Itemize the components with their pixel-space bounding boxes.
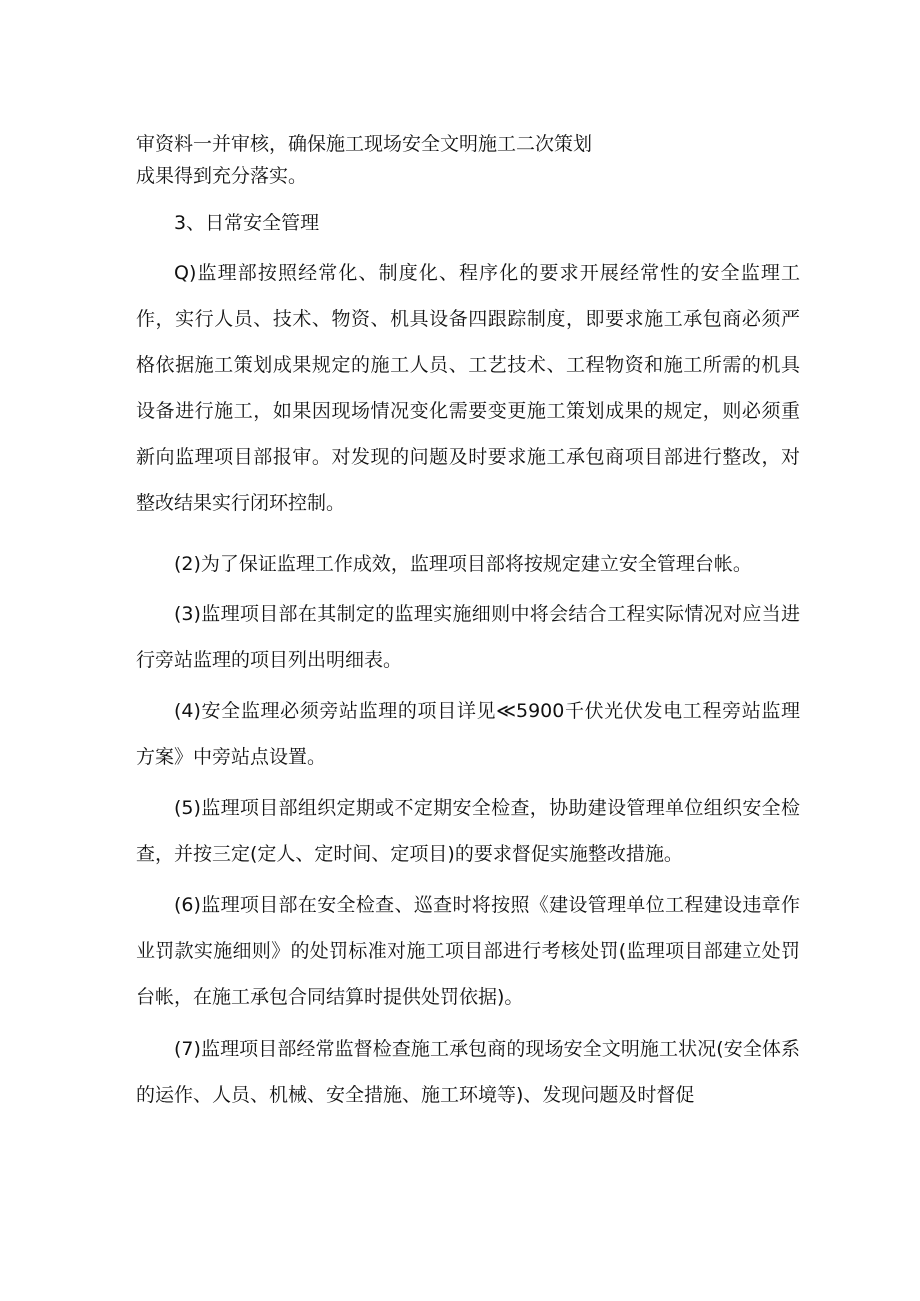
paragraph-continuation-line2: 成果得到充分落实。 [136,165,308,187]
paragraph-item-3: (3)监理项目部在其制定的监理实施细则中将会结合工程实际情况对应当进行旁站监理的项目列出明细表。 [136,603,800,671]
paragraph-item-4: (4)安全监理必须旁站监理的项目详见≪5900千伏光伏发电工程旁站监理方案》中旁站点设置。 [136,700,800,768]
paragraph-item-7: (7)监理项目部经常监督检查施工承包商的现场安全文明施工状况(安全体系的运作、人员、机械、安全措施、施工环境等)、发现问题及时督促 [136,1038,800,1106]
paragraph-continuation-line1: 审资料一并审核，确保施工现场安全文明施工二次策划 [136,133,593,155]
paragraph-continuation [136,128,800,192]
paragraph-item-6: (6)监理项目部在安全检查、巡查时将按照《建设管理单位工程建设违章作业罚款实施细则》的处罚标准对施工项目部进行考核处罚(监理项目部建立处罚台帐，在施工承包合同结算时提供处罚依据)。 [136,894,800,1008]
paragraph-item-1: Q)监理部按照经常化、制度化、程序化的要求开展经常性的安全监理工作，实行人员、技术、物资、机具设备四跟踪制度，即要求施工承包商必须严格依据施工策划成果规定的施工人员、工艺技术、工程物资和施工所需的机具设备进行施工，如果因现场情况变化需要变更施工策划成果的规定，则必须重新向监理项目部报审。对发现的问题及时要求施工承包商项目部进行整改，对整改结果实行闭环控制。 [136,262,800,514]
paragraph-item-2: (2)为了保证监理工作成效，监理项目部将按规定建立安全管理台帐。 [174,553,752,575]
section-heading: 3、日常安全管理 [174,212,320,234]
paragraph-item-5: (5)监理项目部组织定期或不定期安全检查，协助建设管理单位组织安全检查，并按三定(定人、定时间、定项目)的要求督促实施整改措施。 [136,797,800,865]
